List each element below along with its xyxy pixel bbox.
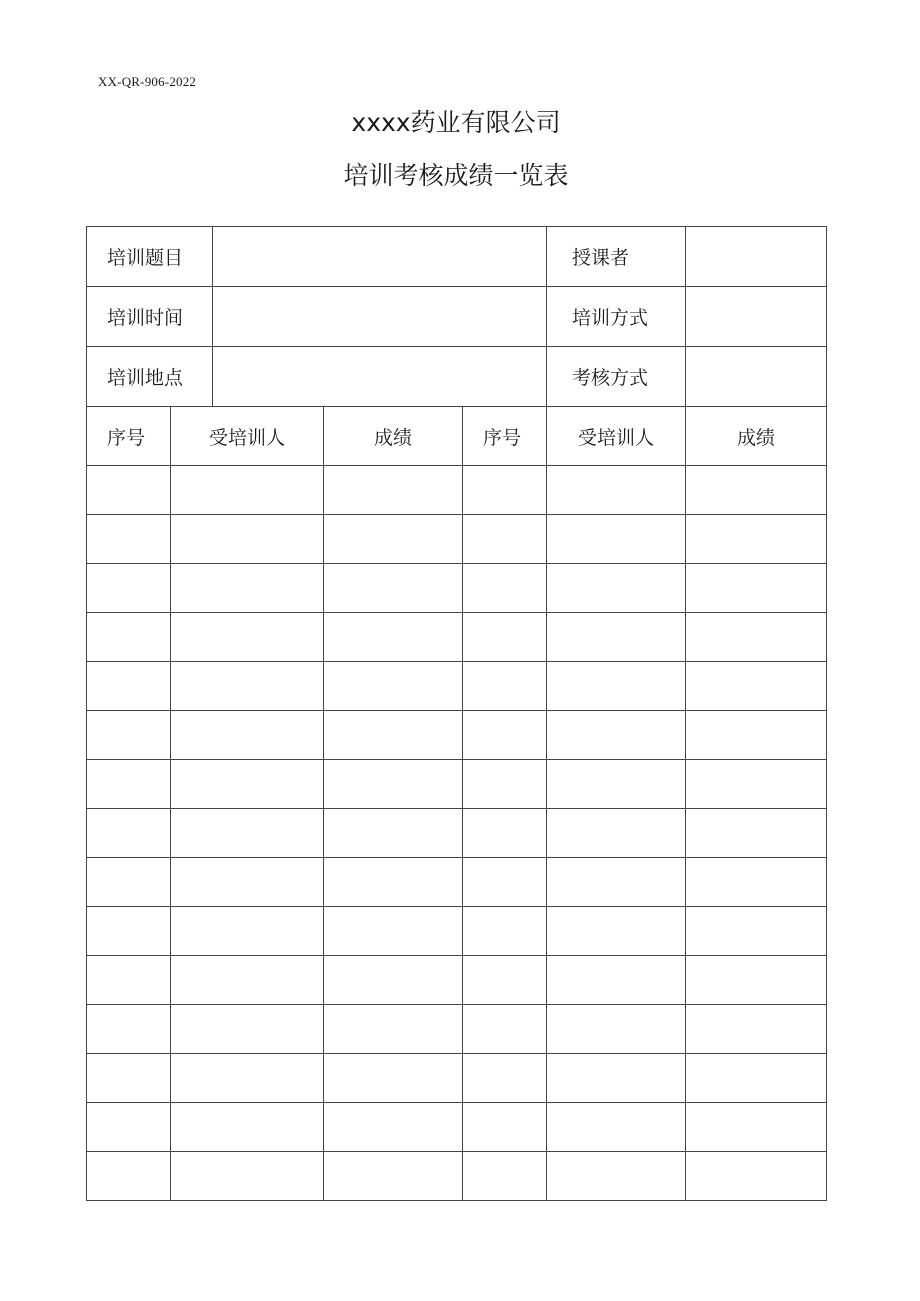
table-row: [87, 1152, 827, 1201]
score-left-cell[interactable]: [324, 711, 463, 760]
training-location-field[interactable]: [213, 347, 547, 407]
seq-right-cell[interactable]: [463, 564, 547, 613]
trainee-left-cell[interactable]: [171, 956, 324, 1005]
seq-right-cell[interactable]: [463, 956, 547, 1005]
seq-right-cell[interactable]: [463, 613, 547, 662]
trainee-left-cell[interactable]: [171, 662, 324, 711]
seq-left-cell[interactable]: [87, 858, 171, 907]
form-title: 培训考核成绩一览表: [343, 161, 569, 190]
score-left-cell[interactable]: [324, 1005, 463, 1054]
score-left-cell[interactable]: [324, 809, 463, 858]
table-row: [87, 858, 827, 907]
company-name: xxxx药业有限公司: [351, 108, 561, 137]
table-row: [87, 711, 827, 760]
table-row: [87, 662, 827, 711]
seq-left-cell[interactable]: [87, 1103, 171, 1152]
seq-left-cell[interactable]: [87, 662, 171, 711]
score-right-cell[interactable]: [686, 1054, 827, 1103]
score-left-cell[interactable]: [324, 613, 463, 662]
training-method-field[interactable]: [686, 287, 827, 347]
trainee-right-cell[interactable]: [547, 907, 686, 956]
trainee-right-cell[interactable]: [547, 711, 686, 760]
header-trainee-right: 受培训人: [547, 407, 686, 466]
training-topic-field[interactable]: [213, 227, 547, 287]
score-right-cell[interactable]: [686, 907, 827, 956]
trainee-left-cell[interactable]: [171, 564, 324, 613]
trainee-right-cell[interactable]: [547, 564, 686, 613]
training-time-label: 培训时间: [87, 287, 213, 347]
trainee-left-cell[interactable]: [171, 1103, 324, 1152]
seq-right-cell[interactable]: [463, 1005, 547, 1054]
info-row-topic: [87, 227, 827, 287]
trainee-right-cell[interactable]: [547, 956, 686, 1005]
trainee-right-cell[interactable]: [547, 466, 686, 515]
seq-left-cell[interactable]: [87, 564, 171, 613]
trainee-left-cell[interactable]: [171, 858, 324, 907]
seq-right-cell[interactable]: [463, 515, 547, 564]
score-right-cell[interactable]: [686, 809, 827, 858]
training-method-label: 培训方式: [547, 287, 686, 347]
trainee-right-cell[interactable]: [547, 515, 686, 564]
info-row-location: [87, 347, 827, 407]
table-row: [87, 1103, 827, 1152]
header-seq-right: 序号: [463, 407, 547, 466]
trainee-left-cell[interactable]: [171, 515, 324, 564]
score-left-cell[interactable]: [324, 956, 463, 1005]
seq-right-cell[interactable]: [463, 1054, 547, 1103]
seq-right-cell[interactable]: [463, 858, 547, 907]
score-left-cell[interactable]: [324, 515, 463, 564]
score-left-cell[interactable]: [324, 858, 463, 907]
score-right-cell[interactable]: [686, 956, 827, 1005]
table-row: [87, 809, 827, 858]
score-left-cell[interactable]: [324, 907, 463, 956]
info-row-time: [87, 287, 827, 347]
score-right-cell[interactable]: [686, 1103, 827, 1152]
score-right-cell[interactable]: [686, 760, 827, 809]
score-right-cell[interactable]: [686, 858, 827, 907]
table-row: [87, 613, 827, 662]
seq-left-cell[interactable]: [87, 907, 171, 956]
assessment-method-field[interactable]: [686, 347, 827, 407]
document-code: XX-QR-906-2022: [98, 74, 197, 89]
score-right-cell[interactable]: [686, 564, 827, 613]
trainee-left-cell[interactable]: [171, 760, 324, 809]
score-left-cell[interactable]: [324, 1152, 463, 1201]
seq-right-cell[interactable]: [463, 711, 547, 760]
table-row: [87, 907, 827, 956]
table-row: [87, 1054, 827, 1103]
training-topic-label: 培训题目: [87, 227, 213, 287]
trainee-left-cell[interactable]: [171, 466, 324, 515]
table-row: [87, 1005, 827, 1054]
header-score-right: 成绩: [686, 407, 827, 466]
score-left-cell[interactable]: [324, 662, 463, 711]
header-trainee-left: 受培训人: [171, 407, 324, 466]
score-left-cell[interactable]: [324, 760, 463, 809]
lecturer-label: 授课者: [547, 227, 686, 287]
table-row: [87, 466, 827, 515]
seq-right-cell[interactable]: [463, 809, 547, 858]
trainee-right-cell[interactable]: [547, 1152, 686, 1201]
score-left-cell[interactable]: [324, 1103, 463, 1152]
trainee-right-cell[interactable]: [547, 809, 686, 858]
seq-left-cell[interactable]: [87, 466, 171, 515]
seq-left-cell[interactable]: [87, 1054, 171, 1103]
header-score-left: 成绩: [324, 407, 463, 466]
score-left-cell[interactable]: [324, 466, 463, 515]
seq-right-cell[interactable]: [463, 1152, 547, 1201]
form-body: [87, 227, 827, 1201]
table-row: [87, 564, 827, 613]
score-left-cell[interactable]: [324, 564, 463, 613]
score-right-cell[interactable]: [686, 466, 827, 515]
trainee-right-cell[interactable]: [547, 613, 686, 662]
score-right-cell[interactable]: [686, 1152, 827, 1201]
seq-right-cell[interactable]: [463, 1103, 547, 1152]
trainee-left-cell[interactable]: [171, 711, 324, 760]
training-score-form: [86, 226, 827, 1201]
table-row: [87, 515, 827, 564]
score-right-cell[interactable]: [686, 662, 827, 711]
score-right-cell[interactable]: [686, 1005, 827, 1054]
score-table-header: [87, 407, 827, 466]
seq-right-cell[interactable]: [463, 907, 547, 956]
score-left-cell[interactable]: [324, 1054, 463, 1103]
trainee-left-cell[interactable]: [171, 1005, 324, 1054]
seq-left-cell[interactable]: [87, 711, 171, 760]
seq-right-cell[interactable]: [463, 760, 547, 809]
trainee-left-cell[interactable]: [171, 1054, 324, 1103]
trainee-right-cell[interactable]: [547, 1005, 686, 1054]
seq-left-cell[interactable]: [87, 1152, 171, 1201]
seq-left-cell[interactable]: [87, 760, 171, 809]
assessment-method-label: 考核方式: [547, 347, 686, 407]
seq-left-cell[interactable]: [87, 515, 171, 564]
trainee-right-cell[interactable]: [547, 662, 686, 711]
seq-right-cell[interactable]: [463, 466, 547, 515]
trainee-right-cell[interactable]: [547, 760, 686, 809]
lecturer-field[interactable]: [686, 227, 827, 287]
seq-left-cell[interactable]: [87, 809, 171, 858]
table-row: [87, 760, 827, 809]
header-seq-left: 序号: [87, 407, 171, 466]
trainee-left-cell[interactable]: [171, 613, 324, 662]
score-right-cell[interactable]: [686, 613, 827, 662]
trainee-left-cell[interactable]: [171, 809, 324, 858]
trainee-left-cell[interactable]: [171, 1152, 324, 1201]
seq-right-cell[interactable]: [463, 662, 547, 711]
trainee-right-cell[interactable]: [547, 858, 686, 907]
training-location-label: 培训地点: [87, 347, 213, 407]
training-time-field[interactable]: [213, 287, 547, 347]
seq-left-cell[interactable]: [87, 613, 171, 662]
seq-left-cell[interactable]: [87, 956, 171, 1005]
score-right-cell[interactable]: [686, 515, 827, 564]
trainee-left-cell[interactable]: [171, 907, 324, 956]
score-right-cell[interactable]: [686, 711, 827, 760]
table-row: [87, 956, 827, 1005]
seq-left-cell[interactable]: [87, 1005, 171, 1054]
trainee-right-cell[interactable]: [547, 1103, 686, 1152]
trainee-right-cell[interactable]: [547, 1054, 686, 1103]
